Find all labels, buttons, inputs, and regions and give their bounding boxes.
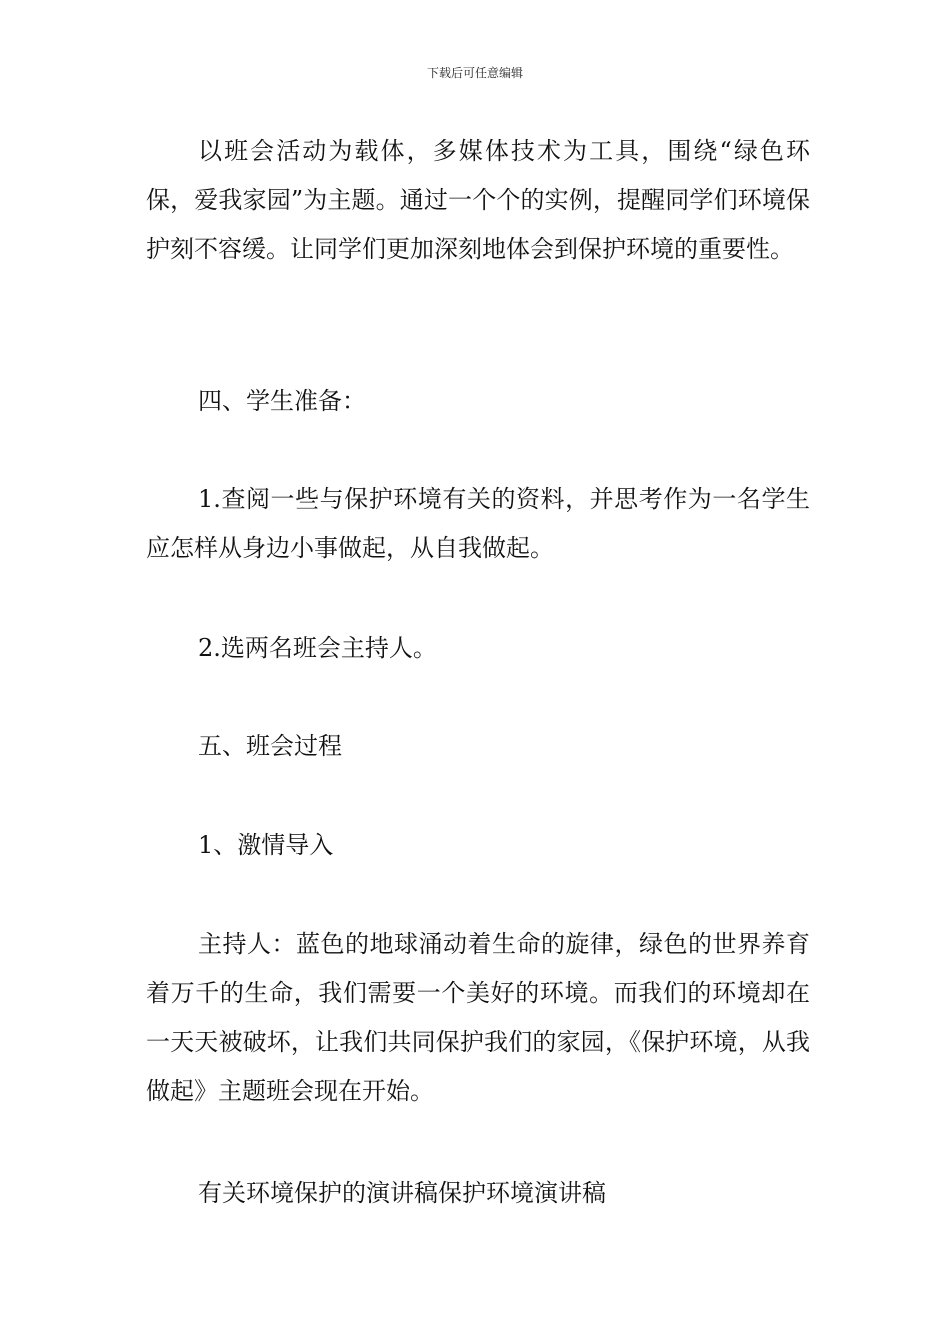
header-note: 下载后可任意编辑 [426, 66, 523, 80]
paragraph-host-speech: 主持人：蓝色的地球涌动着生命的旋律，绿色的世界养育着万千的生命，我们需要一个美好的环境。而我们的环境却在一天天被破坏，让我们共同保护我们的家园，《保护环境，从我做起》主题班会现在开始。 [146, 930, 810, 1105]
section-heading-student-preparation: 四、学生准备： [198, 387, 366, 415]
paragraph-speech-title: 有关环境保护的演讲稿保护环境演讲稿 [198, 1179, 606, 1207]
paragraph-intro: 以班会活动为载体，多媒体技术为工具，围绕“绿色环保，爱我家园”为主题。通过一个个的实例，提醒同学们环境保护刻不容缓。让同学们更加深刻地体会到保护环境的重要性。 [146, 137, 810, 263]
list-item-research: 1.查阅一些与保护环境有关的资料，并思考作为一名学生应怎样从身边小事做起，从自我做起。 [146, 485, 810, 562]
list-item-hosts: 2.选两名班会主持人。 [198, 634, 437, 662]
subsection-heading-introduction: 1、激情导入 [198, 831, 334, 859]
section-heading-meeting-process: 五、班会过程 [198, 732, 342, 760]
